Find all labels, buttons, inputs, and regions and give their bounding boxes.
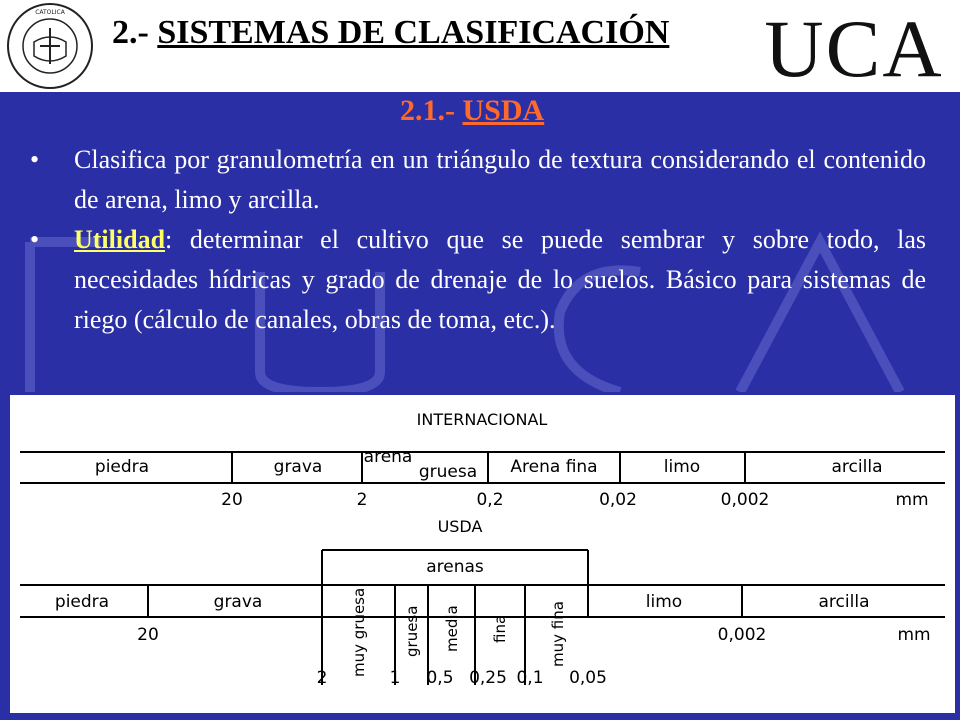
int-limit-20: 20: [221, 490, 243, 510]
internacional-title: INTERNACIONAL: [416, 410, 548, 429]
usda-cell-grava: grava: [213, 592, 263, 612]
bullet-icon: •: [30, 145, 40, 174]
first-page-link[interactable]: Primera página: [763, 682, 858, 698]
usda-cell-arcilla: arcilla: [818, 592, 870, 612]
int-cell-grava: grava: [273, 457, 323, 477]
int-limit-2: 2: [356, 490, 368, 510]
classification-diagram: [10, 395, 955, 713]
usda-limit-0-002: 0,002: [717, 625, 767, 645]
usda-title: USDA: [437, 517, 483, 536]
bullet-text: Clasifica por granulometría en un triángulo de textura considerando el contenido de arena, limo y arcilla.: [74, 145, 926, 214]
usda-cell-piedra: piedra: [54, 592, 110, 612]
title-prefix: 2.-: [112, 14, 158, 51]
int-unit: mm: [895, 490, 929, 510]
university-seal-icon: [4, 2, 96, 90]
sand-muy-gruesa: muy gruesa: [350, 587, 368, 677]
bullet-list: [30, 140, 926, 340]
int-cell-arena: arena: [363, 447, 413, 467]
int-cell-arcilla: arcilla: [831, 457, 883, 477]
usda-limit-0-5: 0,5: [426, 668, 454, 688]
usda-limit-1: 1: [389, 668, 401, 688]
usda-limit-0-25: 0,25: [469, 668, 507, 688]
int-limit-0-2: 0,2: [476, 490, 504, 510]
sand-media: media: [443, 605, 461, 652]
bullet-icon: •: [30, 225, 40, 254]
usda-unit: mm: [897, 625, 931, 645]
sand-gruesa: gruesa: [403, 605, 421, 657]
usda-limit-0-05: 0,05: [569, 668, 607, 688]
subtitle-prefix: 2.1.-: [400, 94, 463, 127]
int-cell-gruesa: gruesa: [418, 462, 478, 482]
sand-fina: fina: [491, 614, 509, 643]
svg-text:CATOLICA: CATOLICA: [35, 9, 65, 16]
bullet-item: [30, 220, 926, 340]
section-subtitle: [400, 94, 544, 128]
bullet-item: [30, 140, 926, 220]
int-cell-arena-fina: Arena fina: [510, 457, 598, 477]
usda-group-arenas: arenas: [426, 557, 484, 577]
usda-limit-2: 2: [316, 668, 328, 688]
usda-limit-20: 20: [137, 625, 159, 645]
slide-title: [112, 14, 752, 52]
subtitle-main: USDA: [462, 94, 545, 127]
slide-header: [0, 0, 960, 92]
int-limit-0-002: 0,002: [720, 490, 770, 510]
int-limit-0-02: 0,02: [599, 490, 637, 510]
usda-limit-0-1: 0,1: [516, 668, 544, 688]
back-arrow-icon[interactable]: [868, 680, 906, 702]
bullet-highlight: Utilidad: [74, 225, 166, 254]
uca-logo: [752, 4, 956, 88]
int-cell-limo: limo: [663, 457, 701, 477]
int-cell-piedra: piedra: [94, 457, 150, 477]
title-main: SISTEMAS DE CLASIFICACIÓN: [157, 14, 670, 51]
bullet-text: : determinar el cultivo que se puede sembrar y sobre todo, las necesidades hídricas y grado de drenaje de lo suelos. Básico para sistemas de riego (cálculo de canales, obras de toma, etc.).: [74, 225, 926, 334]
sand-muy-fina: muy fina: [549, 601, 567, 667]
forward-arrow-icon[interactable]: [908, 680, 946, 702]
slide-navigation: [763, 680, 950, 702]
svg-text:UCA: UCA: [764, 4, 944, 88]
usda-cell-limo: limo: [645, 592, 683, 612]
